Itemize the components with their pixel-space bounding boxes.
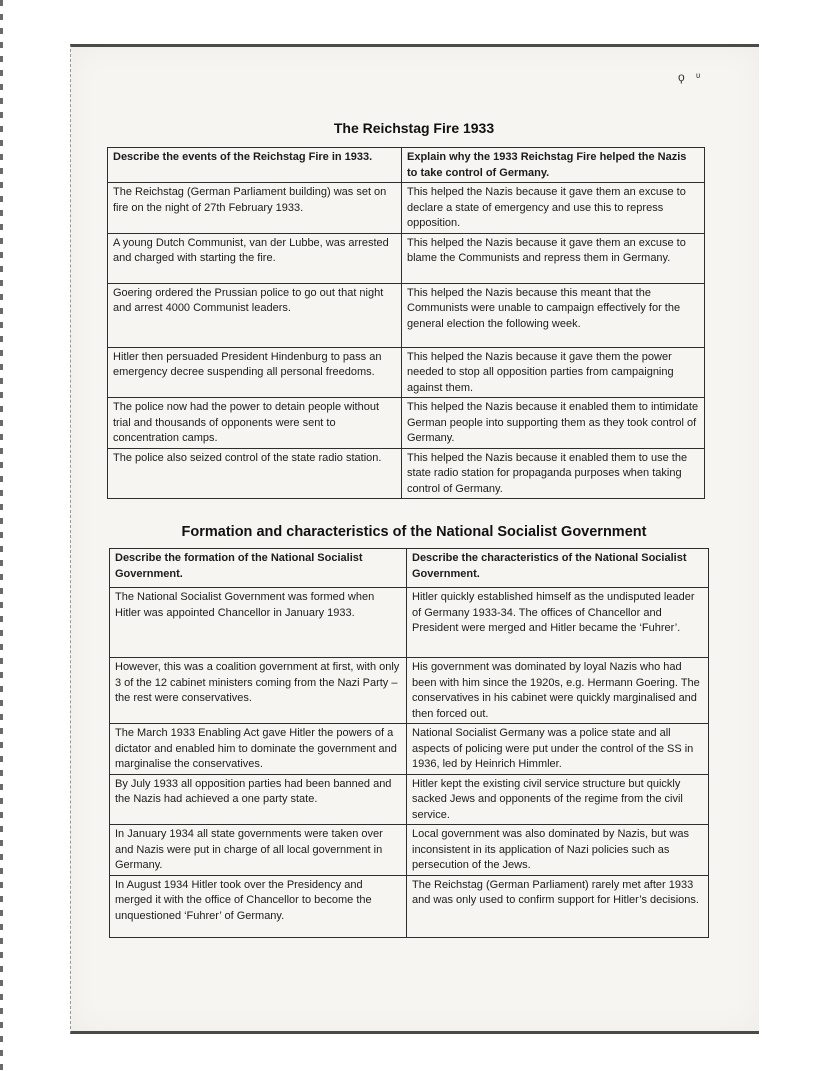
event-cell: The police also seized control of the state radio station. — [108, 448, 402, 499]
characteristics-cell: His government was dominated by loyal Nazis who had been with him since the 1920s, e.g. Hermann Goering. The conservatives in his cabinet were quickly marginalised and then forced out. — [407, 658, 709, 724]
formation-table — [109, 548, 709, 938]
table-header-row — [108, 148, 705, 183]
formation-cell: By July 1933 all opposition parties had been banned and the Nazis had achieved a one party state. — [110, 774, 407, 825]
table-row — [108, 233, 705, 283]
explanation-column-header: Explain why the 1933 Reichstag Fire helped the Nazis to take control of Germany. — [402, 148, 705, 183]
table-row — [110, 588, 709, 658]
explanation-cell: This helped the Nazis because it gave them an excuse to declare a state of emergency and use this to repress opposition. — [402, 183, 705, 234]
characteristics-cell: National Socialist Germany was a police state and all aspects of policing were put under the control of the SS in 1936, led by Heinrich Himmler. — [407, 724, 709, 775]
event-cell: A young Dutch Communist, van der Lubbe, was arrested and charged with starting the fire. — [108, 233, 402, 283]
table-row — [110, 875, 709, 937]
reichstag-fire-title: The Reichstag Fire 1933 — [333, 120, 495, 136]
formation-title: Formation and characteristics of the National Socialist Government — [181, 524, 647, 540]
event-cell: The police now had the power to detain people without trial and thousands of opponents were sent to concentration camps. — [108, 398, 402, 449]
event-cell: Hitler then persuaded President Hindenburg to pass an emergency decree suspending all personal freedoms. — [108, 347, 402, 398]
table-row — [110, 825, 709, 876]
characteristics-cell: Hitler quickly established himself as the undisputed leader of Germany 1933-34. The offices of Chancellor and President were merged and Hitler became the ‘Fuhrer’. — [407, 588, 709, 658]
formation-cell: In August 1934 Hitler took over the Presidency and merged it with the office of Chancellor to become the unquestioned ‘Fuhrer’ of Germany. — [110, 875, 407, 937]
explanation-cell: This helped the Nazis because it gave them an excuse to blame the Communists and repress them in Germany. — [402, 233, 705, 283]
events-column-header: Describe the events of the Reichstag Fire in 1933. — [108, 148, 402, 183]
explanation-cell: This helped the Nazis because this meant that the Communists were unable to campaign effectively for the general election the following week. — [402, 283, 705, 347]
characteristics-cell: Hitler kept the existing civil service structure but quickly sacked Jews and opponents of the regime from the civil service. — [407, 774, 709, 825]
characteristics-cell: Local government was also dominated by Nazis, but was inconsistent in its application of Nazi policies such as persecution of the Jews. — [407, 825, 709, 876]
table-row — [108, 448, 705, 499]
table-row — [110, 774, 709, 825]
table-header-row — [110, 549, 709, 588]
reichstag-fire-table — [107, 147, 705, 499]
table-row — [110, 724, 709, 775]
table-row — [108, 183, 705, 234]
table-row — [108, 347, 705, 398]
table-row — [108, 283, 705, 347]
table-row — [108, 398, 705, 449]
explanation-cell: This helped the Nazis because it gave them the power needed to stop all opposition parties from campaigning against them. — [402, 347, 705, 398]
corner-ink-marks: ϙ ᶹ — [678, 70, 705, 84]
event-cell: Goering ordered the Prussian police to go out that night and arrest 4000 Communist leaders. — [108, 283, 402, 347]
formation-cell: The National Socialist Government was formed when Hitler was appointed Chancellor in January 1933. — [110, 588, 407, 658]
formation-cell: The March 1933 Enabling Act gave Hitler the powers of a dictator and enabled him to dominate the government and marginalise the conservatives. — [110, 724, 407, 775]
table-row — [110, 658, 709, 724]
formation-column-header: Describe the formation of the National Socialist Government. — [110, 549, 407, 588]
formation-cell: In January 1934 all state governments were taken over and Nazis were put in charge of all local government in Germany. — [110, 825, 407, 876]
event-cell: The Reichstag (German Parliament building) was set on fire on the night of 27th February 1933. — [108, 183, 402, 234]
characteristics-column-header: Describe the characteristics of the National Socialist Government. — [407, 549, 709, 588]
explanation-cell: This helped the Nazis because it enabled them to use the state radio station for propaganda purposes when taking control of Germany. — [402, 448, 705, 499]
characteristics-cell: The Reichstag (German Parliament) rarely met after 1933 and was only used to confirm support for Hitler’s decisions. — [407, 875, 709, 937]
explanation-cell: This helped the Nazis because it enabled them to intimidate German people into supporting them as they took control of Germany. — [402, 398, 705, 449]
formation-cell: However, this was a coalition government at first, with only 3 of the 12 cabinet ministers coming from the Nazi Party – the rest were conservatives. — [110, 658, 407, 724]
